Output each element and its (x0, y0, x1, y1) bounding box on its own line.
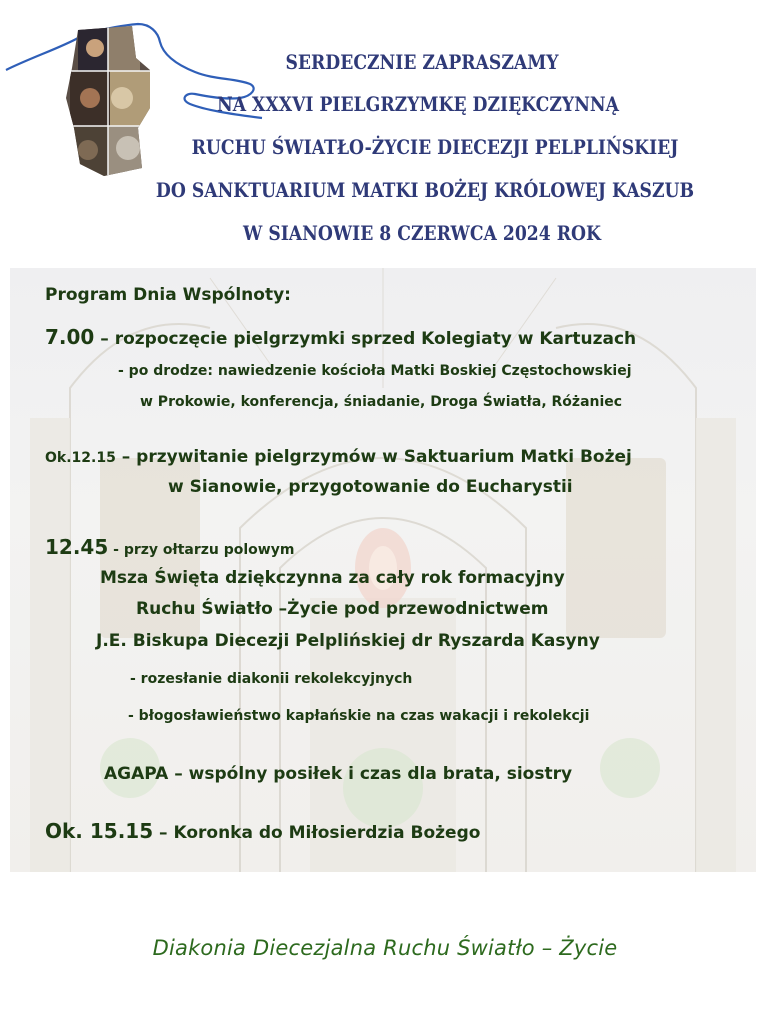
program-item-2 (45, 447, 632, 467)
program-heading: Program Dnia Wspólnoty: (45, 285, 291, 305)
item-3-sub-1: - rozesłanie diakonii rekolekcyjnych (130, 671, 413, 687)
item-2-sub: w Sianowie, przygotowanie do Eucharystii (168, 477, 573, 497)
item-1-time: 7.00 (45, 325, 95, 349)
item-4-text: – Koronka do Miłosierdzia Bożego (153, 823, 481, 843)
item-1-sub-2: w Prokowie, konferencja, śniadanie, Droga Światła, Różaniec (140, 394, 623, 410)
item-1-sub-1: - po drodze: nawiedzenie kościoła Matki Boskiej Częstochowskiej (118, 363, 632, 379)
footer-signature: Diakonia Diecezjalna Ruchu Światło – Życie (152, 936, 618, 960)
item-4-time: Ok. 15.15 (45, 819, 154, 843)
item-3-text: - przy ołtarzu polowym (108, 542, 295, 558)
program-item-4 (45, 819, 480, 843)
header-line-2: NA XXXVI PIELGRZYMKĘ DZIĘKCZYNNĄ (217, 92, 619, 116)
item-3-sub-2: - błogosławieństwo kapłańskie na czas wakacji i rekolekcji (128, 708, 590, 724)
header-line-3: RUCHU ŚWIATŁO-ŻYCIE DIECEZJI PELPLIŃSKIEJ (191, 135, 679, 159)
header-line-4: DO SANKTUARIUM MATKI BOŻEJ KRÓLOWEJ KASZUB (155, 178, 695, 202)
item-1-text: – rozpoczęcie pielgrzymki sprzed Kolegiaty w Kartuzach (94, 329, 637, 349)
item-3-time: 12.45 (45, 535, 109, 559)
agapa-line: AGAPA – wspólny posiłek i czas dla brata, siostry (104, 764, 573, 784)
header-line-1: SERDECZNIE ZAPRASZAMY (285, 50, 559, 74)
item-3-mass-1: Msza Święta dziękczynna za cały rok formacyjny (100, 568, 565, 588)
item-3-mass-2: Ruchu Światło –Życie pod przewodnictwem (136, 599, 549, 619)
item-2-time: Ok.12.15 (45, 450, 116, 466)
program-item-1 (45, 325, 636, 349)
program-item-3 (45, 535, 294, 559)
item-3-mass-3: J.E. Biskupa Diecezji Pelplińskiej dr Ryszarda Kasyny (96, 631, 600, 651)
header-line-5: W SIANOWIE 8 CZERWCA 2024 ROK (243, 221, 601, 245)
item-2-text: – przywitanie pielgrzymów w Saktuarium Matki Bożej (115, 447, 632, 467)
